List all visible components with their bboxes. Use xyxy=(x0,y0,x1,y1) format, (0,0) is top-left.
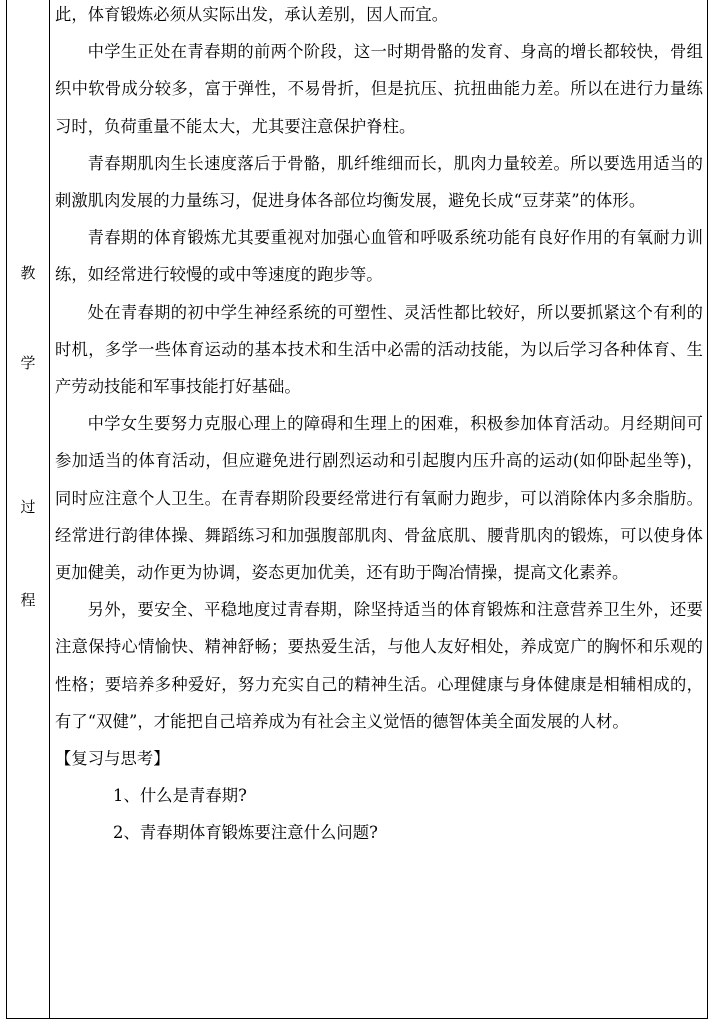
review-heading: 【复习与思考】 xyxy=(55,749,170,769)
paragraph-continuation: 此，体育锻炼必须从实际出发，承认差别，因人而宜。 xyxy=(55,5,449,24)
side-label-char: 教 xyxy=(20,264,36,282)
paragraph-nervous-system: 处在青春期的初中学生神经系统的可塑性、灵活性都比较好，所以要抓紧这个有利的时机，多学一些体育运动的基本技术和生活中必需的活动技能，为以后学习各种体育、生产劳动技能和军事技能打好基础。 xyxy=(55,302,703,397)
side-label-char: 程 xyxy=(20,591,36,609)
side-label-char: 学 xyxy=(20,354,36,372)
paragraph-muscle-growth: 青春期肌肉生长速度落后于骨骼，肌纤维细而长，肌肉力量较差。所以要选用适当的刺激肌肉发展的力量练习，促进身体各部位均衡发展，避免长成“豆芽菜”的体形。 xyxy=(55,153,703,211)
paragraph-bone-development: 中学生正处在青春期的前两个阶段，这一时期骨骼的发育、身高的增长都较快，骨组织中软骨成分较多，富于弹性，不易骨折，但是抗压、抗扭曲能力差。所以在进行力量练习时，负荷重量不能太大，尤其要注意保护脊柱。 xyxy=(55,42,703,136)
paragraph-aerobic-training: 青春期的体育锻炼尤其要重视对加强心血管和呼吸系统功能有良好作用的有氧耐力训练，如经常进行较慢的或中等速度的跑步等。 xyxy=(55,228,703,285)
paragraph-female-students: 中学女生要努力克服心理上的障碍和生理上的困难，积极参加体育活动。月经期间可参加适当的体育活动，但应避免进行剧烈运动和引起腹内压升高的运动(如仰卧起坐等)，同时应注意个人卫生。在青春期阶段要经常进行有氧耐力跑步，可以消除体内多余脂肪。经常进行韵律体操、舞蹈练习和加强腹部肌肉、骨盆底肌、腰背肌肉的锻炼，可以使身体更加健美，动作更为协调，姿态更加优美，还有助于陶冶情操，提高文化素养。 xyxy=(55,414,703,583)
lesson-content xyxy=(55,0,703,852)
side-label-char: 过 xyxy=(20,498,36,516)
side-label-column xyxy=(7,0,49,1019)
review-question: 1、什么是青春期? xyxy=(113,786,247,806)
review-question: 2、青春期体育锻炼要注意什么问题? xyxy=(113,823,379,843)
column-divider xyxy=(49,0,50,1019)
paragraph-mental-health: 另外，要安全、平稳地度过青春期，除坚持适当的体育锻炼和注意营养卫生外，还要注意保持心情愉快、精神舒畅；要热爱生活，与他人友好相处，养成宽广的胸怀和乐观的性格；要培养多种爱好，努力充实自己的精神生活。心理健康与身体健康是相辅相成的，有了“双健”，才能把自己培养成为有社会主义觉悟的德智体美全面发展的人材。 xyxy=(55,600,703,731)
